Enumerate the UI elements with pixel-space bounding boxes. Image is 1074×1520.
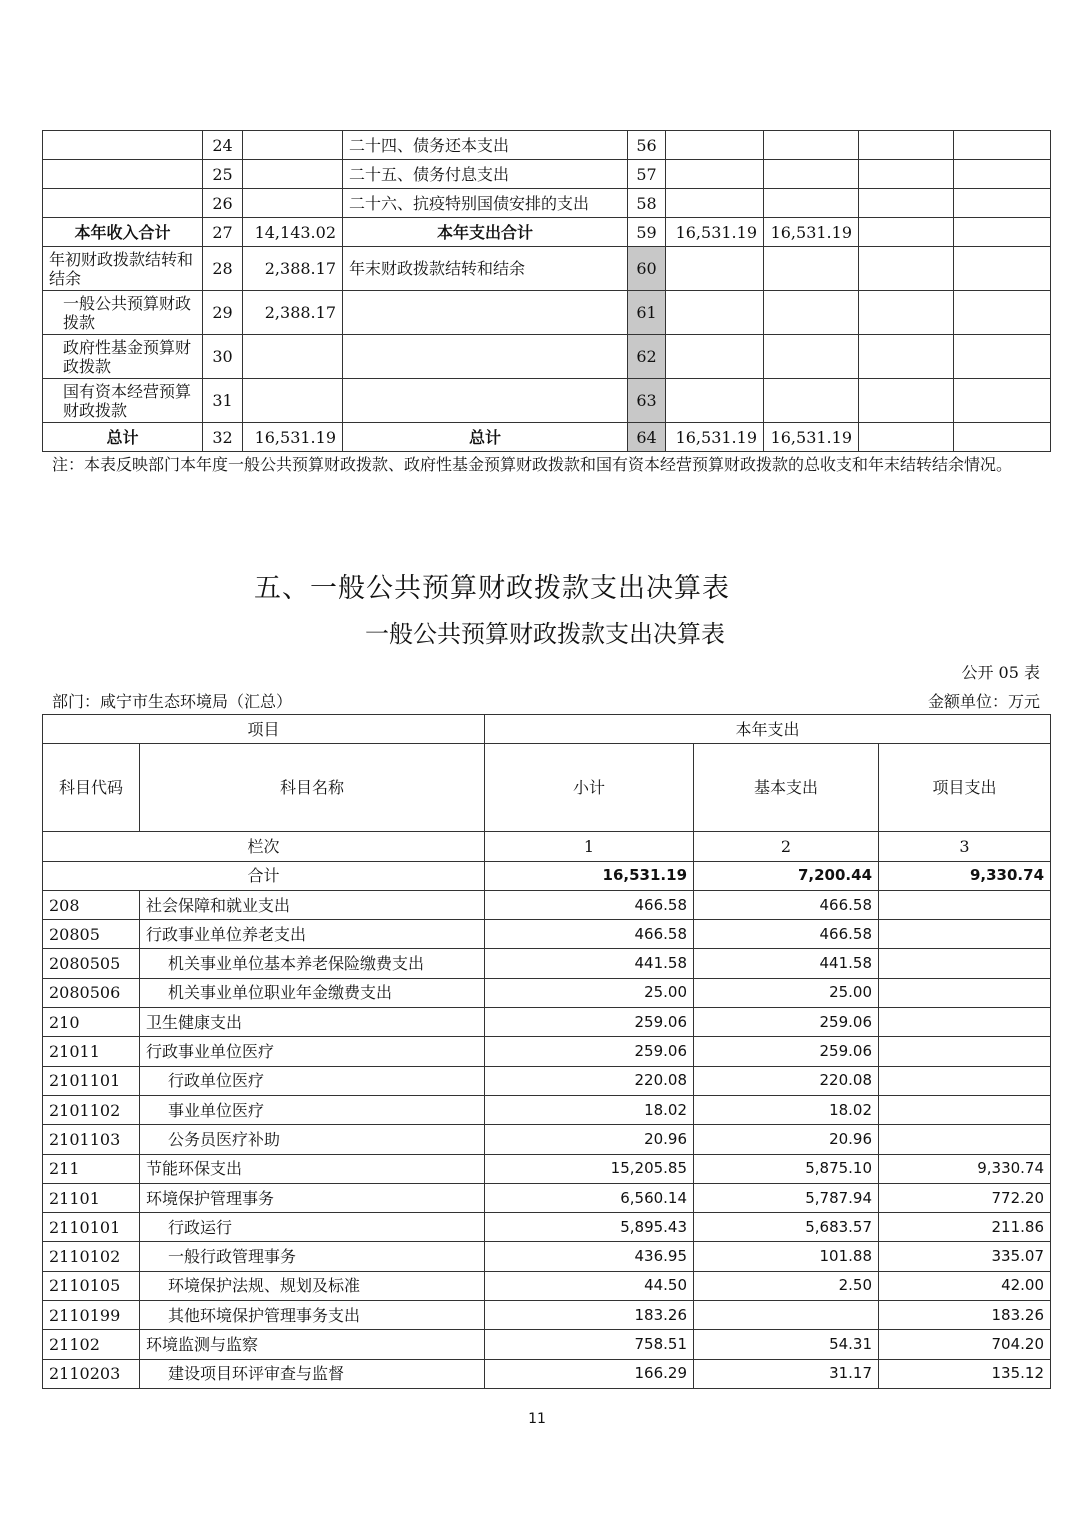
table-row xyxy=(43,1242,1051,1271)
header-subtotal: 小计 xyxy=(485,744,694,832)
cell-amount xyxy=(243,160,343,189)
cell-basic: 5,787.94 xyxy=(694,1183,879,1212)
column-index-2: 2 xyxy=(694,832,879,861)
cell-name: 一般行政管理事务 xyxy=(140,1242,485,1271)
cell-item xyxy=(343,379,628,423)
cell-amount xyxy=(243,379,343,423)
table-row xyxy=(43,978,1051,1007)
cell-c2: 16,531.19 xyxy=(764,423,859,452)
table-row xyxy=(43,1359,1051,1388)
cell-basic: 54.31 xyxy=(694,1330,879,1359)
cell-amount: 16,531.19 xyxy=(243,423,343,452)
page-number: 11 xyxy=(528,1411,546,1427)
header-item: 项目 xyxy=(43,715,485,744)
cell-project: 211.86 xyxy=(879,1213,1051,1242)
column-index-label: 栏次 xyxy=(43,832,485,861)
cell-code: 20805 xyxy=(43,920,140,949)
cell-c2 xyxy=(764,335,859,379)
cell-line: 61 xyxy=(628,291,666,335)
table-note: 注：本表反映部门本年度一般公共预算财政拨款、政府性基金预算财政拨款和国有资本经营预算财政拨款的总收支和年末结转结余情况。 xyxy=(52,455,1013,474)
cell-project xyxy=(879,949,1051,978)
cell-sub: 44.50 xyxy=(485,1271,694,1300)
cell-amount xyxy=(243,335,343,379)
cell-c4 xyxy=(954,218,1051,247)
cell-code: 2110101 xyxy=(43,1213,140,1242)
cell-c2 xyxy=(764,379,859,423)
cell-c1 xyxy=(666,247,764,291)
cell-c3 xyxy=(859,218,954,247)
cell-line: 56 xyxy=(628,131,666,160)
unit-label: 金额单位：万元 xyxy=(927,692,1040,711)
cell-c1: 16,531.19 xyxy=(666,218,764,247)
cell-name: 行政单位医疗 xyxy=(140,1066,485,1095)
cell-code: 2080506 xyxy=(43,978,140,1007)
cell-basic: 466.58 xyxy=(694,920,879,949)
cell-sub: 441.58 xyxy=(485,949,694,978)
table-row xyxy=(43,1125,1051,1154)
table-row xyxy=(43,1154,1051,1183)
cell-basic xyxy=(694,1301,879,1330)
table-row xyxy=(43,335,1051,379)
cell-num: 29 xyxy=(203,291,243,335)
cell-code: 2110105 xyxy=(43,1271,140,1300)
cell-item: 年末财政拨款结转和结余 xyxy=(343,247,628,291)
cell-name: 卫生健康支出 xyxy=(140,1008,485,1037)
cell-sub: 259.06 xyxy=(485,1008,694,1037)
cell-code: 2101103 xyxy=(43,1125,140,1154)
cell-name: 环境保护管理事务 xyxy=(140,1183,485,1212)
table-row xyxy=(43,1037,1051,1066)
section-title: 五、一般公共预算财政拨款支出决算表 xyxy=(254,573,730,604)
table-row xyxy=(43,379,1051,423)
cell-project xyxy=(879,1008,1051,1037)
cell-c1 xyxy=(666,379,764,423)
cell-code: 21011 xyxy=(43,1037,140,1066)
cell-name: 行政事业单位养老支出 xyxy=(140,920,485,949)
cell-sub: 15,205.85 xyxy=(485,1154,694,1183)
cell-basic: 31.17 xyxy=(694,1359,879,1388)
cell-label: 一般公共预算财政拨款 xyxy=(43,291,203,335)
cell-c1 xyxy=(666,335,764,379)
cell-basic: 5,683.57 xyxy=(694,1213,879,1242)
table-row xyxy=(43,1095,1051,1124)
cell-basic: 441.58 xyxy=(694,949,879,978)
cell-num: 28 xyxy=(203,247,243,291)
cell-num: 31 xyxy=(203,379,243,423)
cell-name: 其他环境保护管理事务支出 xyxy=(140,1301,485,1330)
expense-table xyxy=(42,714,1051,1389)
cell-c4 xyxy=(954,247,1051,291)
cell-line: 64 xyxy=(628,423,666,452)
cell-project: 704.20 xyxy=(879,1330,1051,1359)
cell-project: 183.26 xyxy=(879,1301,1051,1330)
cell-sub: 259.06 xyxy=(485,1037,694,1066)
cell-project: 9,330.74 xyxy=(879,1154,1051,1183)
cell-c2 xyxy=(764,291,859,335)
cell-name: 机关事业单位基本养老保险缴费支出 xyxy=(140,949,485,978)
cell-c2: 16,531.19 xyxy=(764,218,859,247)
header-code: 科目代码 xyxy=(43,744,140,832)
cell-code: 2080505 xyxy=(43,949,140,978)
cell-c4 xyxy=(954,189,1051,218)
column-index-row xyxy=(43,832,1051,861)
cell-c4 xyxy=(954,423,1051,452)
cell-name: 社会保障和就业支出 xyxy=(140,890,485,919)
cell-code: 2110199 xyxy=(43,1301,140,1330)
cell-item: 二十五、债务付息支出 xyxy=(343,160,628,189)
cell-sub: 466.58 xyxy=(485,890,694,919)
cell-project xyxy=(879,890,1051,919)
total-label: 合计 xyxy=(43,861,485,890)
cell-line: 58 xyxy=(628,189,666,218)
cell-item xyxy=(343,291,628,335)
department-label: 部门：咸宁市生态环境局（汇总） xyxy=(52,692,293,711)
cell-amount: 2,388.17 xyxy=(243,291,343,335)
cell-sub: 5,895.43 xyxy=(485,1213,694,1242)
total-subtotal: 16,531.19 xyxy=(485,861,694,890)
cell-sub: 166.29 xyxy=(485,1359,694,1388)
cell-code: 2101102 xyxy=(43,1095,140,1124)
cell-code: 2101101 xyxy=(43,1066,140,1095)
cell-c4 xyxy=(954,160,1051,189)
cell-project xyxy=(879,1066,1051,1095)
cell-c4 xyxy=(954,291,1051,335)
cell-c1 xyxy=(666,291,764,335)
cell-name: 行政运行 xyxy=(140,1213,485,1242)
cell-line: 57 xyxy=(628,160,666,189)
header-basic: 基本支出 xyxy=(694,744,879,832)
cell-code: 211 xyxy=(43,1154,140,1183)
cell-name: 行政事业单位医疗 xyxy=(140,1037,485,1066)
cell-c4 xyxy=(954,131,1051,160)
table-row xyxy=(43,949,1051,978)
table-row xyxy=(43,291,1051,335)
cell-project: 772.20 xyxy=(879,1183,1051,1212)
cell-item: 本年支出合计 xyxy=(343,218,628,247)
cell-c2 xyxy=(764,160,859,189)
header-row-1 xyxy=(43,715,1051,744)
cell-label: 政府性基金预算财政拨款 xyxy=(43,335,203,379)
cell-line: 60 xyxy=(628,247,666,291)
cell-item: 二十四、债务还本支出 xyxy=(343,131,628,160)
cell-code: 21102 xyxy=(43,1330,140,1359)
cell-sub: 25.00 xyxy=(485,978,694,1007)
cell-basic: 259.06 xyxy=(694,1008,879,1037)
table-row xyxy=(43,1066,1051,1095)
cell-c1 xyxy=(666,131,764,160)
cell-sub: 20.96 xyxy=(485,1125,694,1154)
table-row xyxy=(43,1008,1051,1037)
cell-project xyxy=(879,1037,1051,1066)
table-row xyxy=(43,1213,1051,1242)
cell-c3 xyxy=(859,189,954,218)
cell-item: 总计 xyxy=(343,423,628,452)
cell-basic: 25.00 xyxy=(694,978,879,1007)
table-row xyxy=(43,1183,1051,1212)
column-index-1: 1 xyxy=(485,832,694,861)
cell-project: 135.12 xyxy=(879,1359,1051,1388)
table-title: 一般公共预算财政拨款支出决算表 xyxy=(365,620,725,648)
table-number: 公开 05 表 xyxy=(961,663,1040,682)
cell-c3 xyxy=(859,423,954,452)
cell-name: 建设项目环评审查与监督 xyxy=(140,1359,485,1388)
cell-num: 25 xyxy=(203,160,243,189)
cell-basic: 101.88 xyxy=(694,1242,879,1271)
table-row xyxy=(43,160,1051,189)
header-row-2 xyxy=(43,744,1051,832)
header-project: 项目支出 xyxy=(879,744,1051,832)
cell-basic: 18.02 xyxy=(694,1095,879,1124)
cell-code: 2110203 xyxy=(43,1359,140,1388)
cell-num: 24 xyxy=(203,131,243,160)
cell-project xyxy=(879,1095,1051,1124)
cell-code: 21101 xyxy=(43,1183,140,1212)
cell-sub: 436.95 xyxy=(485,1242,694,1271)
cell-c2 xyxy=(764,247,859,291)
cell-code: 2110102 xyxy=(43,1242,140,1271)
cell-num: 30 xyxy=(203,335,243,379)
cell-name: 环境保护法规、规划及标准 xyxy=(140,1271,485,1300)
cell-c3 xyxy=(859,335,954,379)
cell-num: 32 xyxy=(203,423,243,452)
column-index-3: 3 xyxy=(879,832,1051,861)
table-row xyxy=(43,890,1051,919)
cell-basic: 5,875.10 xyxy=(694,1154,879,1183)
cell-project xyxy=(879,920,1051,949)
cell-sub: 18.02 xyxy=(485,1095,694,1124)
cell-basic: 2.50 xyxy=(694,1271,879,1300)
cell-name: 机关事业单位职业年金缴费支出 xyxy=(140,978,485,1007)
table-row xyxy=(43,218,1051,247)
cell-basic: 259.06 xyxy=(694,1037,879,1066)
table-row xyxy=(43,131,1051,160)
cell-project xyxy=(879,978,1051,1007)
table-row xyxy=(43,423,1051,452)
total-basic: 7,200.44 xyxy=(694,861,879,890)
cell-name: 事业单位医疗 xyxy=(140,1095,485,1124)
cell-c3 xyxy=(859,160,954,189)
cell-label: 年初财政拨款结转和结余 xyxy=(43,247,203,291)
cell-c3 xyxy=(859,247,954,291)
cell-sub: 220.08 xyxy=(485,1066,694,1095)
table-row xyxy=(43,189,1051,218)
table-row xyxy=(43,920,1051,949)
income-expense-table xyxy=(42,130,1051,452)
cell-c2 xyxy=(764,189,859,218)
cell-amount xyxy=(243,189,343,218)
cell-num: 26 xyxy=(203,189,243,218)
cell-basic: 220.08 xyxy=(694,1066,879,1095)
total-project: 9,330.74 xyxy=(879,861,1051,890)
cell-c1: 16,531.19 xyxy=(666,423,764,452)
cell-label: 总计 xyxy=(43,423,203,452)
cell-item: 二十六、抗疫特别国债安排的支出 xyxy=(343,189,628,218)
table-row xyxy=(43,1330,1051,1359)
table-row xyxy=(43,247,1051,291)
header-name: 科目名称 xyxy=(140,744,485,832)
cell-basic: 20.96 xyxy=(694,1125,879,1154)
cell-label xyxy=(43,131,203,160)
cell-sub: 758.51 xyxy=(485,1330,694,1359)
cell-c3 xyxy=(859,291,954,335)
cell-c2 xyxy=(764,131,859,160)
cell-amount xyxy=(243,131,343,160)
cell-sub: 183.26 xyxy=(485,1301,694,1330)
cell-c3 xyxy=(859,131,954,160)
cell-item xyxy=(343,335,628,379)
cell-c4 xyxy=(954,379,1051,423)
cell-sub: 466.58 xyxy=(485,920,694,949)
cell-c1 xyxy=(666,189,764,218)
cell-label xyxy=(43,189,203,218)
cell-label: 本年收入合计 xyxy=(43,218,203,247)
cell-line: 63 xyxy=(628,379,666,423)
cell-code: 210 xyxy=(43,1008,140,1037)
cell-project: 42.00 xyxy=(879,1271,1051,1300)
cell-amount: 2,388.17 xyxy=(243,247,343,291)
cell-project xyxy=(879,1125,1051,1154)
cell-name: 环境监测与监察 xyxy=(140,1330,485,1359)
cell-c4 xyxy=(954,335,1051,379)
cell-project: 335.07 xyxy=(879,1242,1051,1271)
cell-amount: 14,143.02 xyxy=(243,218,343,247)
cell-c1 xyxy=(666,160,764,189)
cell-name: 公务员医疗补助 xyxy=(140,1125,485,1154)
cell-line: 62 xyxy=(628,335,666,379)
table-row xyxy=(43,1301,1051,1330)
cell-label: 国有资本经营预算财政拨款 xyxy=(43,379,203,423)
total-row xyxy=(43,861,1051,890)
cell-label xyxy=(43,160,203,189)
cell-c3 xyxy=(859,379,954,423)
table-row xyxy=(43,1271,1051,1300)
cell-basic: 466.58 xyxy=(694,890,879,919)
cell-sub: 6,560.14 xyxy=(485,1183,694,1212)
cell-num: 27 xyxy=(203,218,243,247)
header-expense: 本年支出 xyxy=(485,715,1051,744)
cell-line: 59 xyxy=(628,218,666,247)
cell-name: 节能环保支出 xyxy=(140,1154,485,1183)
cell-code: 208 xyxy=(43,890,140,919)
